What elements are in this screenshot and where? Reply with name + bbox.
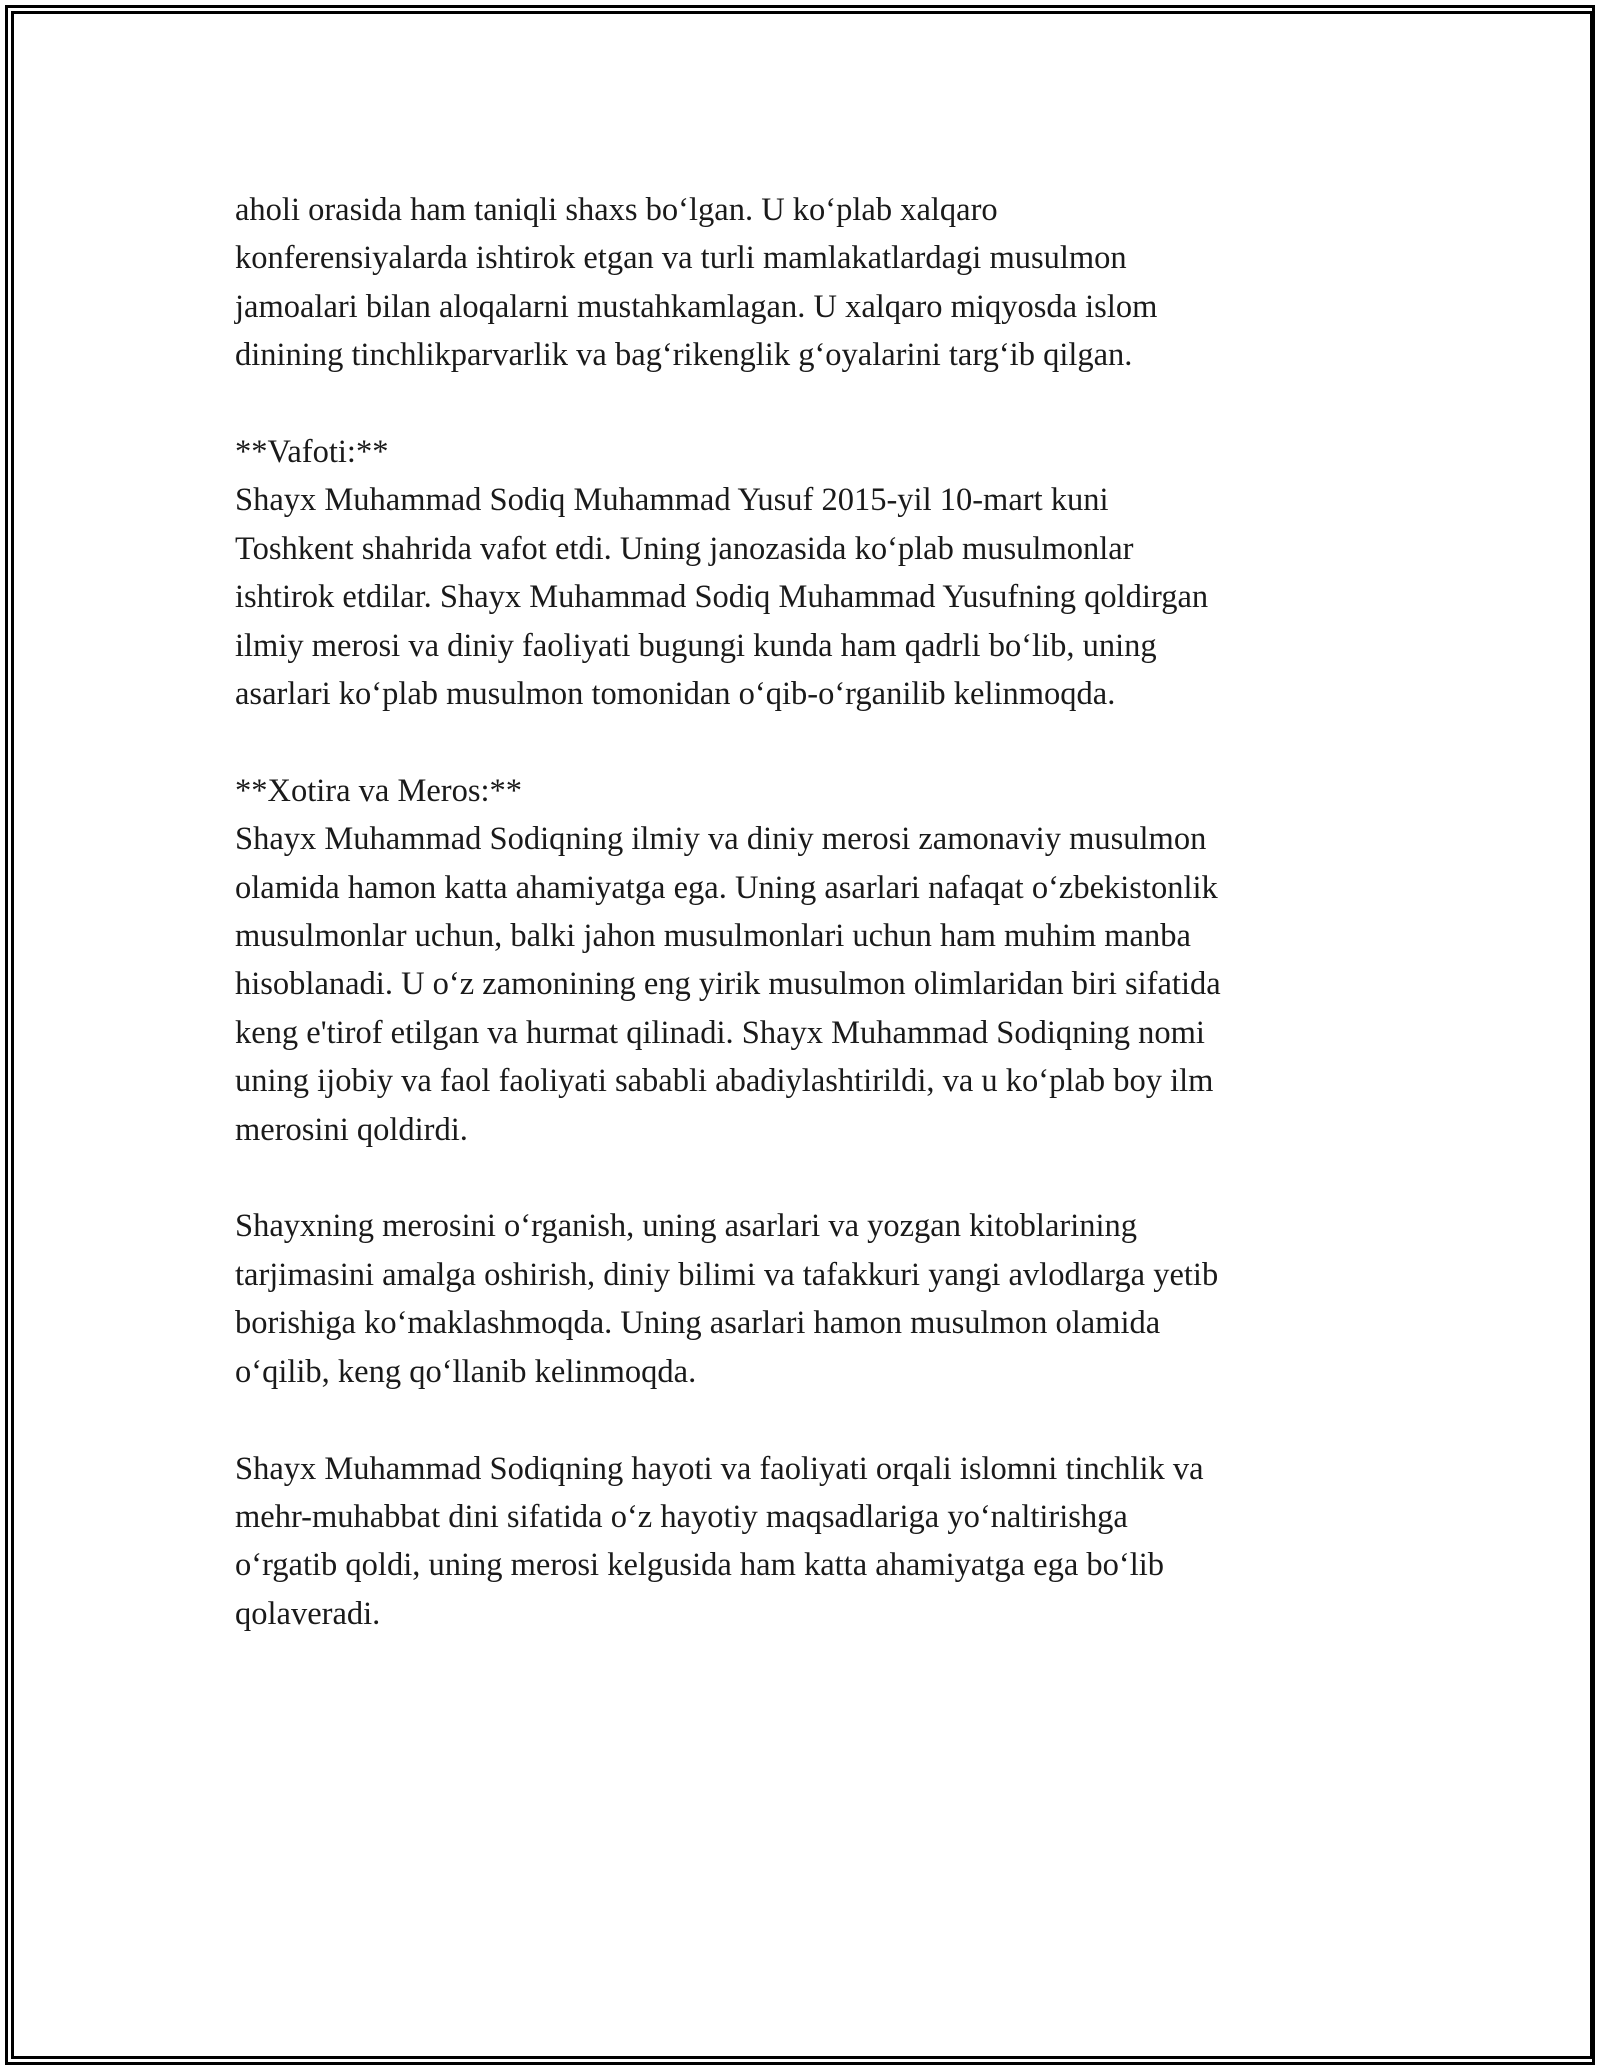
section-vafoti <box>235 428 1365 718</box>
text-line: uning ijobiy va faol faoliyati sababli abadiylashtirildi, va u ko‘plab boy ilm <box>235 1063 1214 1100</box>
text-line: olamida hamon katta ahamiyatga ega. Uning asarlari nafaqat o‘zbekistonlik <box>235 869 1218 906</box>
text-line: mehr-muhabbat dini sifatida o‘z hayotiy maqsadlariga yo‘naltirishga <box>235 1498 1128 1535</box>
text-line: Shayxning merosini o‘rganish, uning asarlari va yozgan kitoblarining <box>235 1208 1138 1245</box>
text-line: tarjimasini amalga oshirish, diniy bilimi va tafakkuri yangi avlodlarga yetib <box>235 1256 1219 1293</box>
text-line: musulmonlar uchun, balki jahon musulmonlari uchun ham muhim manba <box>235 918 1191 955</box>
section-heading-vafoti: **Vafoti:** <box>235 434 389 471</box>
text-line: dinining tinchlikparvarlik va bag‘rikenglik g‘oyalarini targ‘ib qilgan. <box>235 337 1133 374</box>
text-line: ishtirok etdilar. Shayx Muhammad Sodiq Muhammad Yusufning qoldirgan <box>235 579 1209 616</box>
paragraph-conclusion <box>235 1445 1365 1639</box>
text-line: Toshkent shahrida vafot etdi. Uning janozasida ko‘plab musulmonlar <box>235 530 1134 567</box>
text-line: qolaveradi. <box>235 1595 381 1632</box>
paragraph-meros-organish <box>235 1202 1365 1396</box>
text-line: merosini qoldirdi. <box>235 1111 468 1148</box>
text-line: o‘rgatib qoldi, uning merosi kelgusida ham katta ahamiyatga ega bo‘lib <box>235 1547 1165 1584</box>
text-line: borishiga ko‘maklashmoqda. Uning asarlari hamon musulmon olamida <box>235 1305 1161 1342</box>
text-line: Shayx Muhammad Sodiq Muhammad Yusuf 2015-yil 10-mart kuni <box>235 482 1109 519</box>
text-line: jamoalari bilan aloqalarni mustahkamlagan. U xalqaro miqyosda islom <box>235 288 1158 325</box>
section-heading-xotira-va-meros: **Xotira va Meros:** <box>235 772 523 809</box>
text-line: Shayx Muhammad Sodiqning ilmiy va diniy merosi zamonaviy musulmon <box>235 821 1207 858</box>
text-line: ilmiy merosi va diniy faoliyati bugungi kunda ham qadrli bo‘lib, uning <box>235 627 1157 664</box>
document-body <box>235 186 1365 1687</box>
text-line: keng e'tirof etilgan va hurmat qilinadi. Shayx Muhammad Sodiqning nomi <box>235 1014 1205 1051</box>
text-line: hisoblanadi. U o‘z zamonining eng yirik musulmon olimlaridan biri sifatida <box>235 966 1221 1003</box>
text-line: Shayx Muhammad Sodiqning hayoti va faoliyati orqali islomni tinchlik va <box>235 1450 1204 1487</box>
paragraph-intro <box>235 186 1365 380</box>
text-line: konferensiyalarda ishtirok etgan va turli mamlakatlardagi musulmon <box>235 240 1127 277</box>
section-xotira-va-meros <box>235 767 1365 1154</box>
text-line: asarlari ko‘plab musulmon tomonidan o‘qib-o‘rganilib kelinmoqda. <box>235 676 1116 713</box>
text-line: o‘qilib, keng qo‘llanib kelinmoqda. <box>235 1353 697 1390</box>
text-line: aholi orasida ham taniqli shaxs bo‘lgan. U ko‘plab xalqaro <box>235 192 998 228</box>
